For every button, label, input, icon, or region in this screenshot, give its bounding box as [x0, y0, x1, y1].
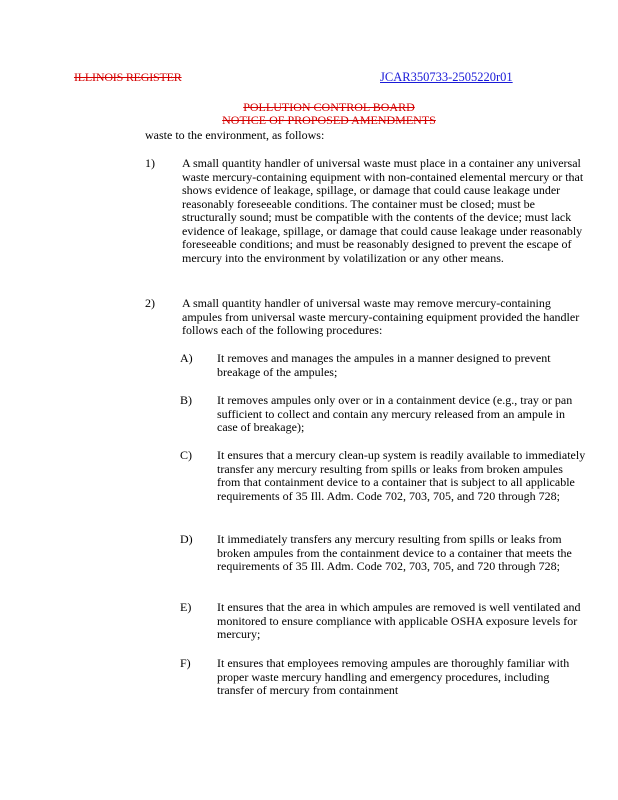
item-number: 1)	[145, 156, 155, 170]
subitem-letter: E)	[180, 600, 192, 614]
subitem-letter: F)	[180, 656, 191, 670]
intro-text: waste to the environment, as follows:	[145, 128, 325, 142]
notice-title: NOTICE OF PROPOSED AMENDMENTS	[222, 113, 436, 127]
item-text: A small quantity handler of universal waste may remove mercury-containing ampules from universal waste mercury-containing equipment provided the handler follows each of the following procedures:	[182, 296, 580, 337]
item-number: 2)	[145, 296, 155, 310]
subitem-letter: A)	[180, 351, 193, 365]
subitem-text: It removes ampules only over or in a containment device (e.g., tray or pan sufficient to collect and contain any mercury released from an ampule in case of breakage);	[217, 393, 573, 434]
item-text: A small quantity handler of universal waste must place in a container any universal waste mercury-containing equipment with non-contained elemental mercury or that shows evidence of leakage, spillage, or damage that could cause leakage under reasonably foreseeable conditions. The container must be closed; must be structurally sound; must be compatible with the contents of the device; must lack evidence of leakage, spillage, or damage that could cause leakage under reasonably foreseeable conditions; and must be reasonably designed to prevent the escape of mercury into the environment by volatilization or any other means.	[182, 156, 584, 265]
page-title	[0, 101, 618, 127]
header-document-id-link[interactable]: JCAR350733-2505220r01	[380, 70, 513, 84]
subitem-letter: B)	[180, 393, 192, 407]
header-register-title: ILLINOIS REGISTER	[74, 70, 182, 84]
subitem-letter: C)	[180, 448, 192, 462]
subitem-text: It ensures that a mercury clean-up system is readily available to immediately transfer any mercury resulting from spills or leaks from broken ampules from that containment device to a container that is subject to all applicable requirements of 35 Ill. Adm. Code 702, 703, 705, and 720 through 728;	[217, 448, 586, 503]
subitem-text: It ensures that the area in which ampules are removed is well ventilated and monitored to ensure compliance with applicable OSHA exposure levels for mercury;	[217, 600, 581, 641]
board-name: POLLUTION CONTROL BOARD	[243, 100, 415, 114]
subitem-text: It ensures that employees removing ampules are thoroughly familiar with proper waste mercury handling and emergency procedures, including transfer of mercury from containment	[217, 656, 570, 697]
subitem-text: It removes and manages the ampules in a manner designed to prevent breakage of the ampules;	[217, 351, 551, 379]
subitem-letter: D)	[180, 532, 193, 546]
subitem-text: It immediately transfers any mercury resulting from spills or leaks from broken ampules from the containment device to a container that meets the requirements of 35 Ill. Adm. Code 702, 703, 705, and 720 through 728;	[217, 532, 572, 573]
